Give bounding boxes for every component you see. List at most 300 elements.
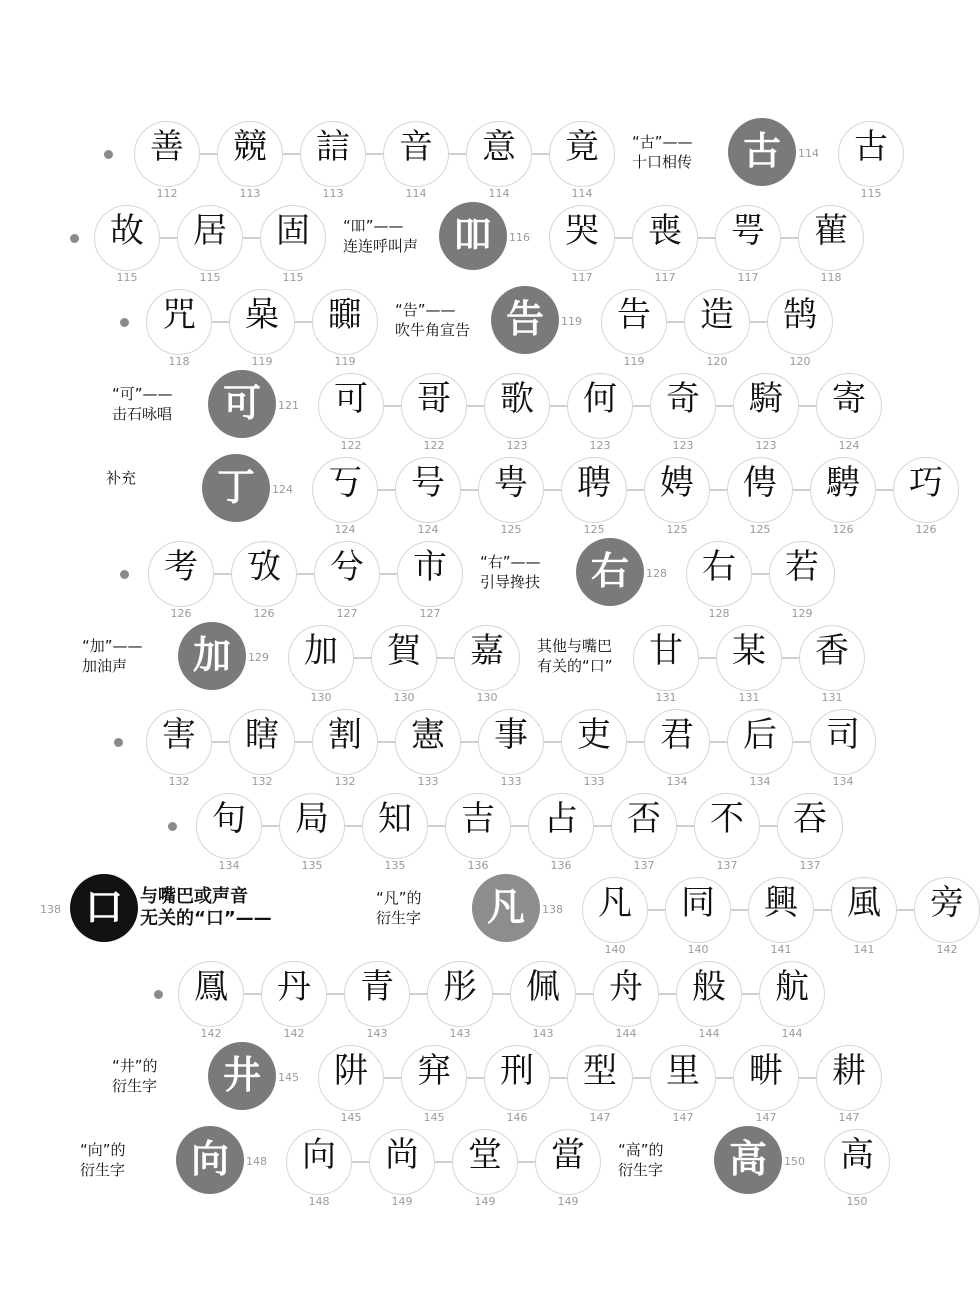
connector-line — [352, 1161, 369, 1163]
character-node — [146, 289, 212, 368]
character-glyph: 雚 — [814, 211, 848, 251]
connector-line — [710, 741, 727, 743]
character-node — [260, 205, 326, 284]
page-number: 127 — [336, 607, 358, 620]
page-number: 135 — [301, 859, 323, 872]
character-node — [567, 1045, 633, 1124]
page-number: 127 — [419, 607, 441, 620]
character-node — [401, 373, 467, 452]
character-node — [286, 1129, 352, 1208]
page-number: 143 — [366, 1027, 388, 1040]
page-number: 130 — [310, 691, 332, 704]
page-number: 147 — [672, 1111, 694, 1124]
connector-line — [544, 741, 561, 743]
page-number: 140 — [604, 943, 626, 956]
character-node — [759, 961, 825, 1040]
page-number: 125 — [500, 523, 522, 536]
connector-line — [799, 1077, 816, 1079]
connector-line — [782, 657, 799, 659]
character-node — [549, 121, 615, 200]
page-number: 141 — [853, 943, 875, 956]
page-number: 113 — [322, 187, 344, 200]
page-number: 133 — [583, 775, 605, 788]
page-number: 115 — [199, 271, 221, 284]
caption-line-2: 无关的“口”—— — [140, 908, 272, 929]
character-node — [395, 709, 461, 788]
page-number: 134 — [218, 859, 240, 872]
character-node — [229, 709, 295, 788]
character-node — [633, 625, 699, 704]
character-glyph: 嘉 — [470, 631, 504, 671]
page-number: 113 — [239, 187, 261, 200]
page-number: 125 — [583, 523, 605, 536]
connector-line — [876, 489, 893, 491]
character-node — [650, 373, 716, 452]
character-node — [727, 457, 793, 536]
page-number: 123 — [589, 439, 611, 452]
character-node — [716, 625, 782, 704]
page-number: 147 — [589, 1111, 611, 1124]
character-node — [733, 373, 799, 452]
radical-seal-node — [439, 202, 507, 270]
diagram-row — [0, 202, 960, 286]
section-caption — [618, 1140, 664, 1180]
character-node — [229, 289, 295, 368]
character-glyph: 耕 — [832, 1051, 866, 1091]
connector-line — [410, 993, 427, 995]
connector-line — [449, 153, 466, 155]
character-glyph: 市 — [413, 547, 447, 587]
character-node — [231, 541, 297, 620]
section-caption — [537, 636, 613, 676]
character-glyph: 可 — [334, 379, 368, 419]
character-node — [478, 709, 544, 788]
page-number: 118 — [168, 355, 190, 368]
radical-seal-node — [70, 874, 138, 942]
connector-line — [295, 741, 312, 743]
character-glyph: 攷 — [247, 547, 281, 587]
diagram-row — [0, 874, 964, 958]
connector-line — [437, 657, 454, 659]
character-node — [148, 541, 214, 620]
character-glyph: 造 — [700, 295, 734, 335]
page-number: 142 — [936, 943, 958, 956]
connector-line — [576, 993, 593, 995]
page-number: 144 — [781, 1027, 803, 1040]
character-node — [318, 373, 384, 452]
character-glyph: 同 — [681, 883, 715, 923]
connector-line — [633, 1077, 650, 1079]
character-glyph: 若 — [785, 547, 819, 587]
page-number: 144 — [698, 1027, 720, 1040]
page-number: 133 — [417, 775, 439, 788]
caption-line-1: “井”的 — [112, 1057, 158, 1075]
radical-seal-node — [714, 1126, 782, 1194]
section-caption — [376, 888, 422, 928]
connector-line — [659, 993, 676, 995]
character-glyph: 考 — [164, 547, 198, 587]
character-node — [318, 1045, 384, 1124]
character-node — [748, 877, 814, 956]
row-bullet — [114, 738, 123, 747]
radical-glyph: 右 — [590, 549, 629, 593]
character-glyph: 鹄 — [783, 295, 817, 335]
character-node — [824, 1129, 890, 1208]
character-glyph: 凡 — [598, 883, 632, 923]
character-glyph: 奇 — [666, 379, 700, 419]
page-number: 130 — [476, 691, 498, 704]
radical-glyph: 丁 — [216, 465, 255, 509]
character-glyph: 君 — [660, 715, 694, 755]
connector-line — [532, 153, 549, 155]
caption-line-2: 十口相传 — [632, 153, 693, 171]
connector-line — [354, 657, 371, 659]
connector-line — [716, 1077, 733, 1079]
character-node — [727, 709, 793, 788]
character-glyph: 彤 — [443, 967, 477, 1007]
page-number: 132 — [334, 775, 356, 788]
page-number: 128 — [708, 607, 730, 620]
page-number: 122 — [340, 439, 362, 452]
character-node — [601, 289, 667, 368]
diagram-row — [0, 538, 960, 622]
character-glyph: 告 — [617, 295, 651, 335]
caption-line-2: 有关的“口” — [537, 657, 613, 675]
caption-line-1: 其他与嘴巴 — [537, 637, 613, 655]
character-glyph: 句 — [212, 799, 246, 839]
character-glyph: 不 — [710, 799, 744, 839]
page-number: 120 — [789, 355, 811, 368]
page-number: 147 — [838, 1111, 860, 1124]
character-node — [279, 793, 345, 872]
character-node — [816, 1045, 882, 1124]
page-number: 131 — [821, 691, 843, 704]
page-number: 141 — [770, 943, 792, 956]
character-glyph: 丂 — [328, 463, 362, 503]
section-caption — [106, 468, 136, 488]
character-node — [146, 709, 212, 788]
caption-line-1: 补充 — [106, 469, 137, 487]
character-glyph: 畊 — [749, 1051, 783, 1091]
connector-line — [327, 993, 344, 995]
page-number: 124 — [838, 439, 860, 452]
character-glyph: 哭 — [565, 211, 599, 251]
page-number: 117 — [654, 271, 676, 284]
connector-line — [378, 489, 395, 491]
page-number: 123 — [755, 439, 777, 452]
page-number: 122 — [423, 439, 445, 452]
character-node — [769, 541, 835, 620]
caption-line-2: 衍生字 — [618, 1161, 664, 1179]
radical-page-number: 138 — [40, 903, 61, 916]
character-node — [300, 121, 366, 200]
connector-line — [716, 405, 733, 407]
character-node — [816, 373, 882, 452]
radical-page-number: 129 — [248, 651, 269, 664]
character-node — [452, 1129, 518, 1208]
caption-line-1: “古”—— — [632, 133, 693, 151]
character-glyph: 賀 — [387, 631, 421, 671]
page-number: 143 — [449, 1027, 471, 1040]
page-number: 137 — [716, 859, 738, 872]
caption-line-1: “右”—— — [480, 553, 541, 571]
radical-page-number: 138 — [542, 903, 563, 916]
character-glyph: 古 — [854, 127, 888, 167]
caption-line-2: 衍生字 — [112, 1077, 158, 1095]
character-glyph: 兮 — [330, 547, 364, 587]
diagram-row — [0, 118, 960, 202]
character-glyph: 哥 — [417, 379, 451, 419]
page-number: 140 — [687, 943, 709, 956]
character-node — [644, 457, 710, 536]
page-number: 112 — [156, 187, 178, 200]
character-node — [777, 793, 843, 872]
character-glyph: 堂 — [468, 1135, 502, 1175]
radical-seal-node — [208, 370, 276, 438]
connector-line — [793, 489, 810, 491]
character-node — [196, 793, 262, 872]
connector-line — [627, 741, 644, 743]
character-glyph: 高 — [840, 1135, 874, 1175]
character-node — [593, 961, 659, 1040]
radical-glyph: 井 — [222, 1053, 261, 1097]
page-number: 149 — [557, 1195, 579, 1208]
character-glyph: 香 — [815, 631, 849, 671]
character-node — [561, 457, 627, 536]
connector-line — [633, 405, 650, 407]
page-number: 130 — [393, 691, 415, 704]
character-node — [371, 625, 437, 704]
page-number: 142 — [283, 1027, 305, 1040]
character-node — [94, 205, 160, 284]
character-glyph: 舟 — [609, 967, 643, 1007]
caption-line-1: 与嘴巴或声音 — [140, 886, 248, 907]
page-number: 114 — [571, 187, 593, 200]
character-node — [650, 1045, 716, 1124]
radical-glyph: 可 — [222, 381, 261, 425]
connector-line — [295, 321, 312, 323]
connector-line — [345, 825, 362, 827]
section-caption — [343, 216, 418, 256]
section-caption — [480, 552, 541, 592]
section-caption — [395, 300, 470, 340]
page-number: 134 — [832, 775, 854, 788]
connector-line — [518, 1161, 535, 1163]
character-node — [632, 205, 698, 284]
character-node — [395, 457, 461, 536]
character-node — [397, 541, 463, 620]
connector-line — [428, 825, 445, 827]
connector-line — [799, 405, 816, 407]
character-glyph: 何 — [583, 379, 617, 419]
diagram-row — [0, 622, 960, 706]
diagram-row — [0, 370, 960, 454]
page-number: 118 — [820, 271, 842, 284]
page-number: 137 — [633, 859, 655, 872]
radical-page-number: 124 — [272, 483, 293, 496]
page-number: 119 — [334, 355, 356, 368]
page-number: 117 — [571, 271, 593, 284]
connector-line — [283, 153, 300, 155]
connector-line — [752, 573, 769, 575]
row-bullet — [168, 822, 177, 831]
radical-glyph: 高 — [728, 1137, 767, 1181]
page-number: 134 — [749, 775, 771, 788]
character-glyph: 吉 — [461, 799, 495, 839]
caption-line-1: “凡”的 — [376, 889, 422, 907]
page-number: 119 — [251, 355, 273, 368]
page-number: 145 — [423, 1111, 445, 1124]
character-node — [288, 625, 354, 704]
connector-line — [384, 405, 401, 407]
caption-line-2: 引导搀扶 — [480, 573, 541, 591]
connector-line — [698, 237, 715, 239]
page-number: 149 — [391, 1195, 413, 1208]
connector-line — [380, 573, 397, 575]
character-glyph: 型 — [583, 1051, 617, 1091]
character-node — [312, 289, 378, 368]
character-glyph: 尚 — [385, 1135, 419, 1175]
character-glyph: 某 — [732, 631, 766, 671]
character-glyph: 般 — [692, 967, 726, 1007]
character-glyph: 騁 — [826, 463, 860, 503]
row-bullet — [70, 234, 79, 243]
character-node — [454, 625, 520, 704]
page-number: 126 — [253, 607, 275, 620]
character-node — [362, 793, 428, 872]
radical-page-number: 148 — [246, 1155, 267, 1168]
character-node — [401, 1045, 467, 1124]
radical-seal-node — [472, 874, 540, 942]
radical-glyph: 告 — [505, 297, 544, 341]
connector-line — [366, 153, 383, 155]
page-number: 117 — [737, 271, 759, 284]
page-number: 131 — [738, 691, 760, 704]
connector-line — [750, 321, 767, 323]
connector-line — [793, 741, 810, 743]
character-node — [383, 121, 449, 200]
character-glyph: 競 — [233, 127, 267, 167]
character-glyph: 喪 — [648, 211, 682, 251]
character-glyph: 故 — [110, 211, 144, 251]
character-node — [484, 373, 550, 452]
character-node — [549, 205, 615, 284]
page-number: 149 — [474, 1195, 496, 1208]
connector-line — [710, 489, 727, 491]
connector-line — [243, 237, 260, 239]
character-node — [798, 205, 864, 284]
character-glyph: 誩 — [316, 127, 350, 167]
character-node — [567, 373, 633, 452]
character-node — [767, 289, 833, 368]
character-node — [665, 877, 731, 956]
character-glyph: 里 — [666, 1051, 700, 1091]
character-glyph: 嚻 — [328, 295, 362, 335]
radical-seal-node — [202, 454, 270, 522]
diagram-row — [0, 958, 960, 1042]
character-node — [582, 877, 648, 956]
character-glyph: 寄 — [832, 379, 866, 419]
radical-glyph: 口 — [84, 885, 123, 929]
connector-line — [667, 321, 684, 323]
radical-page-number: 114 — [798, 147, 819, 160]
page-number: 132 — [168, 775, 190, 788]
character-node — [893, 457, 959, 536]
page-number: 133 — [500, 775, 522, 788]
character-node — [427, 961, 493, 1040]
character-glyph: 竟 — [565, 127, 599, 167]
character-node — [715, 205, 781, 284]
caption-line-1: “加”—— — [82, 637, 143, 655]
diagram-row — [0, 790, 960, 874]
diagram-row — [0, 286, 960, 370]
character-node — [810, 457, 876, 536]
row-bullet — [120, 318, 129, 327]
character-node — [178, 961, 244, 1040]
character-glyph: 向 — [302, 1135, 336, 1175]
character-glyph: 割 — [328, 715, 362, 755]
character-node — [831, 877, 897, 956]
connector-line — [677, 825, 694, 827]
character-glyph: 旁 — [930, 883, 964, 923]
character-glyph: 憲 — [411, 715, 445, 755]
connector-line — [212, 741, 229, 743]
connector-line — [814, 909, 831, 911]
connector-line — [461, 489, 478, 491]
connector-line — [214, 573, 231, 575]
character-node — [914, 877, 980, 956]
row-bullet — [120, 570, 129, 579]
page-number: 124 — [334, 523, 356, 536]
character-glyph: 聘 — [577, 463, 611, 503]
caption-line-2: 衍生字 — [376, 909, 422, 927]
character-glyph: 局 — [295, 799, 329, 839]
character-glyph: 刑 — [500, 1051, 534, 1091]
caption-line-2: 加油声 — [82, 657, 128, 675]
radical-glyph: 向 — [190, 1137, 229, 1181]
character-glyph: 否 — [627, 799, 661, 839]
section-caption — [82, 636, 143, 676]
character-glyph: 知 — [378, 799, 412, 839]
character-node — [528, 793, 594, 872]
character-node — [838, 121, 904, 200]
character-glyph: 甹 — [494, 463, 528, 503]
connector-line — [550, 1077, 567, 1079]
page-number: 114 — [488, 187, 510, 200]
connector-line — [699, 657, 716, 659]
section-caption — [80, 1140, 126, 1180]
character-glyph: 瞎 — [245, 715, 279, 755]
character-glyph: 風 — [847, 883, 881, 923]
caption-line-1: “向”的 — [80, 1141, 126, 1159]
connector-line — [615, 237, 632, 239]
character-node — [644, 709, 710, 788]
page-number: 115 — [860, 187, 882, 200]
connector-line — [467, 405, 484, 407]
connector-line — [493, 993, 510, 995]
page-number: 136 — [550, 859, 572, 872]
character-node — [484, 1045, 550, 1124]
character-glyph: 音 — [399, 127, 433, 167]
caption-line-2: 吹牛角宣告 — [395, 321, 471, 339]
character-glyph: 巧 — [909, 463, 943, 503]
radical-seal-node — [176, 1126, 244, 1194]
connector-line — [648, 909, 665, 911]
page-number: 131 — [655, 691, 677, 704]
character-glyph: 司 — [826, 715, 860, 755]
character-glyph: 吏 — [577, 715, 611, 755]
radical-page-number: 119 — [561, 315, 582, 328]
